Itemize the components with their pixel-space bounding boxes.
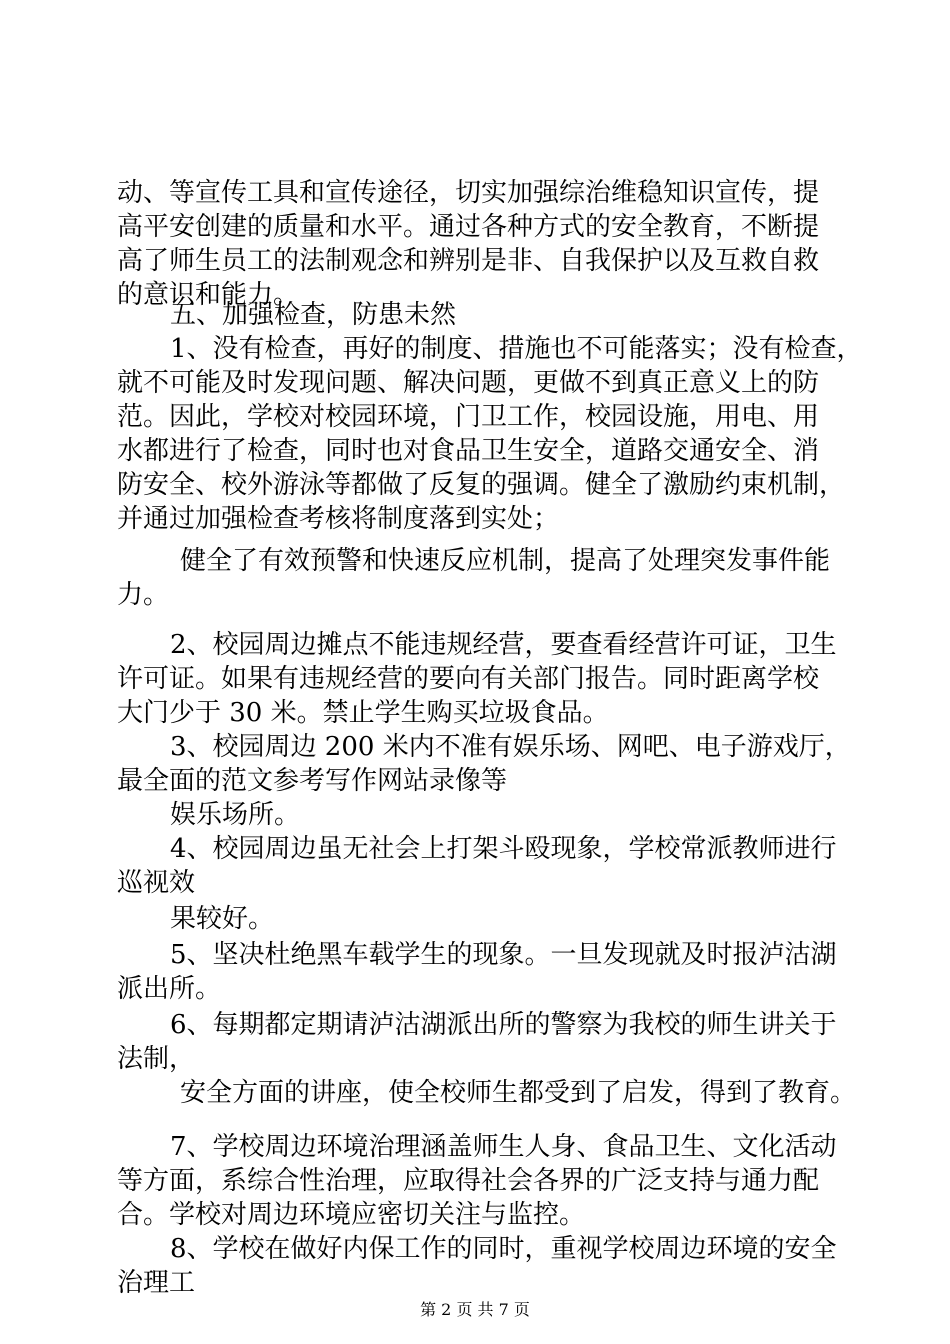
text-line: 8、学校在做好内保工作的同时，重视学校周边环境的安全: [170, 1234, 837, 1264]
text-line: 力。: [117, 580, 170, 610]
text-line: 巡视效: [117, 868, 196, 898]
text-line: 2、校园周边摊点不能违规经营，要查看经营许可证，卫生: [170, 630, 837, 660]
text-line: 并通过加强检查考核将制度落到实处；: [117, 504, 560, 534]
text-line: 4、校园周边虽无社会上打架斗殴现象，学校常派教师进行: [170, 834, 837, 864]
text-line: 范。因此，学校对校园环境，门卫工作，校园设施，用电、用: [117, 402, 820, 432]
text-line: 许可证。如果有违规经营的要向有关部门报告。同时距离学校: [117, 664, 820, 694]
text-line: 最全面的范文参考写作网站录像等: [117, 766, 508, 796]
text-line: 治理工: [117, 1268, 196, 1298]
text-line: 高平安创建的质量和水平。通过各种方式的安全教育，不断提: [117, 212, 820, 242]
text-line: 水都进行了检查，同时也对食品卫生安全，道路交通安全、消: [117, 436, 820, 466]
text-line: 安全方面的讲座，使全校师生都受到了启发，得到了教育。: [180, 1078, 857, 1108]
text-line: 派出所。: [117, 974, 222, 1004]
text-line: 大门少于 30 米。禁止学生购买垃圾食品。: [117, 698, 609, 728]
text-line: 的意识和能力。: [117, 280, 300, 310]
text-line: 合。学校对周边环境应密切关注与监控。: [117, 1200, 586, 1230]
text-line: 健全了有效预警和快速反应机制，提高了处理突发事件能: [180, 546, 831, 576]
text-line: 3、校园周边 200 米内不准有娱乐场、网吧、电子游戏厅，: [170, 732, 851, 762]
text-line: 法制，: [117, 1044, 196, 1074]
text-line: 7、学校周边环境治理涵盖师生人身、食品卫生、文化活动: [170, 1132, 837, 1162]
text-line: 果较好。: [170, 904, 275, 934]
text-line: 高了师生员工的法制观念和辨别是非、自我保护以及互救自救: [117, 246, 820, 276]
text-line: 动、等宣传工具和宣传途径，切实加强综治维稳知识宣传，提: [117, 178, 820, 208]
text-line: 就不可能及时发现问题、解决问题，更做不到真正意义上的防: [117, 368, 820, 398]
page-number-footer: 第 2 页 共 7 页: [420, 1300, 530, 1319]
text-line: 等方面，系综合性治理，应取得社会各界的广泛支持与通力配: [117, 1166, 820, 1196]
section-heading: 五、加强检查，防患未然: [170, 300, 457, 330]
text-line: 1、没有检查，再好的制度、措施也不可能落实；没有检查，: [170, 334, 863, 364]
text-line: 防安全、校外游泳等都做了反复的强调。健全了激励约束机制，: [117, 470, 846, 500]
text-line: 娱乐场所。: [170, 800, 301, 830]
text-line: 6、每期都定期请泸沽湖派出所的警察为我校的师生讲关于: [170, 1010, 837, 1040]
text-line: 5、坚决杜绝黑车载学生的现象。一旦发现就及时报泸沽湖: [170, 940, 837, 970]
